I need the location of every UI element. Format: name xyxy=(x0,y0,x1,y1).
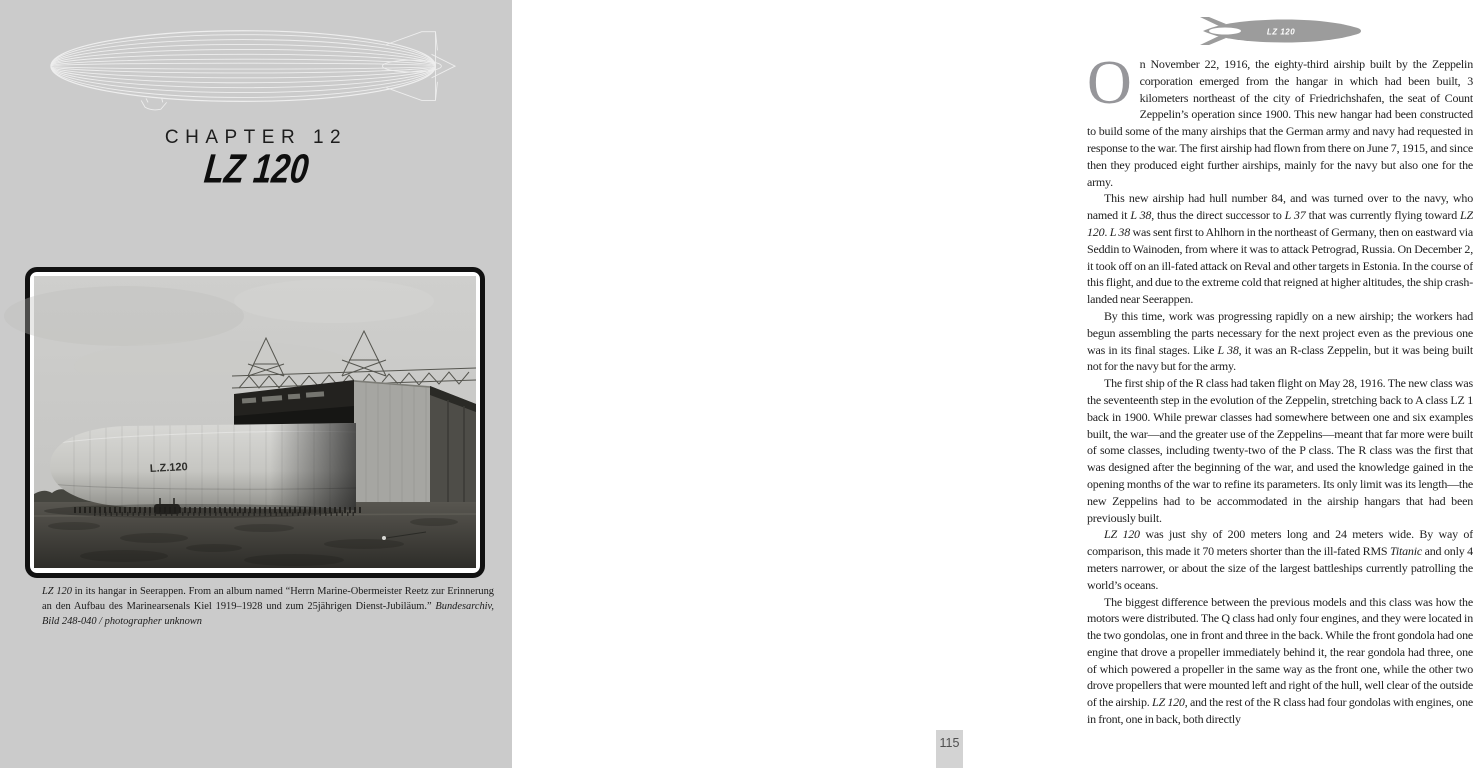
body-paragraph: The biggest difference between the previous models and this class was how the motors were distributed. The Q class had only four engines, and they were located in the two gondolas, one in front and three in the back. While the front gondola had one engine that drove a propeller immediately behind it, the rear gondola had three, one of which powered a propeller in the same way as the front one, while the other two drove propellers that were mounted left and right of the hull, well clear of the outside of the airship. LZ 120, and the rest of the R class had four gondolas with engines, one in front, one in back, both directly xyxy=(1087,594,1473,727)
body-paragraph: LZ 120 was just shy of 200 meters long and 24 meters wide. By way of comparison, this made it 70 meters shorter than the ill-fated RMS Titanic and only 4 meters narrower, or about the size of the largest battleships currently patrolling the world’s oceans. xyxy=(1087,527,1473,592)
zeppelin-silhouette-icon xyxy=(1195,16,1367,46)
body-paragraph: This new airship had hull number 84, and was turned over to the navy, who named it L 38, thus the direct successor to L 37 that was currently flying toward LZ 120. L 38 was sent first to Ahlhorn in the northeast of Germany, then on eastward via Seddin to Wainoden, from where it was to attack Petrograd, Russia. On December 2, it took off on an ill-fated attack on Reval and other targets in Estonia. In the course of this flight, and due to the extreme cold that reigned at higher altitudes, the ship crash-landed near Seerappen. xyxy=(1087,191,1473,307)
body-paragraph: The first ship of the R class had taken flight on May 28, 1916. The new class was the seventeenth step in the evolution of the Zeppelin, stretching back to A class LZ 1 back in 1900. While prewar classes had somewhere between one and six examples built, the war—and the greater use of the Zeppelins—meant that far more were built of some classes, including twenty-two of the P class. The R class was the first that was designed after the beginning of the war, and used the knowledge gained in the opening months of the war to refine its parameters. Its only limit was its length—the new Zeppelins had to be accommodated in the airship hangars that had been previously built. xyxy=(1087,376,1473,525)
chapter-title: LZ 120 xyxy=(201,146,311,192)
page-number: 115 xyxy=(936,730,963,768)
photo-artwork xyxy=(34,276,476,568)
zeppelin-lineart-icon xyxy=(47,24,459,116)
body-paragraph: By this time, work was progressing rapidly on a new airship; the workers had begun assembling the parts necessary for the next project even as the previous one was in its final stages. Like L 38, it was an R-class Zeppelin, but it was being built not for the navy but for the army. xyxy=(1087,308,1473,374)
photo-lz120-in-hangar xyxy=(25,267,485,578)
body-text xyxy=(1087,49,1473,732)
hull-marking: L.Z.120 xyxy=(149,461,189,475)
header-ship-label: LZ 120 xyxy=(1266,27,1296,37)
hangar-front-wall xyxy=(354,380,430,506)
photo-caption: LZ 120 in its hangar in Seerappen. From an album named “Herrn Marine-Obermeister Reetz zur Erinnerung an den Aufbau des Marinearsenals Kiel 1919–1928 und zum 25jährigen Dienst-Jubiläum.” Bundesarchiv, Bild 248-040 / photographer unknown xyxy=(42,586,494,627)
chapter-kicker: CHAPTER 12 xyxy=(164,127,348,148)
body-paragraph: On November 22, 1916, the eighty-third airship built by the Zeppelin corporation emerged from the hangar in which had been built, 3 kilometers northeast of the city of Friedrichshafen, the seat of Count Zeppelin’s operation since 1900. This new hangar had been constructed to build some of the many airships that the German army and navy had requested in response to the war. The first airship had flown from there on June 7, 1915, and since then they produced eight further airships, mainly for the navy but also one for the army. xyxy=(1087,49,1473,189)
drop-cap: O xyxy=(1087,49,1132,117)
left-page xyxy=(0,0,512,768)
right-page xyxy=(512,0,1473,768)
